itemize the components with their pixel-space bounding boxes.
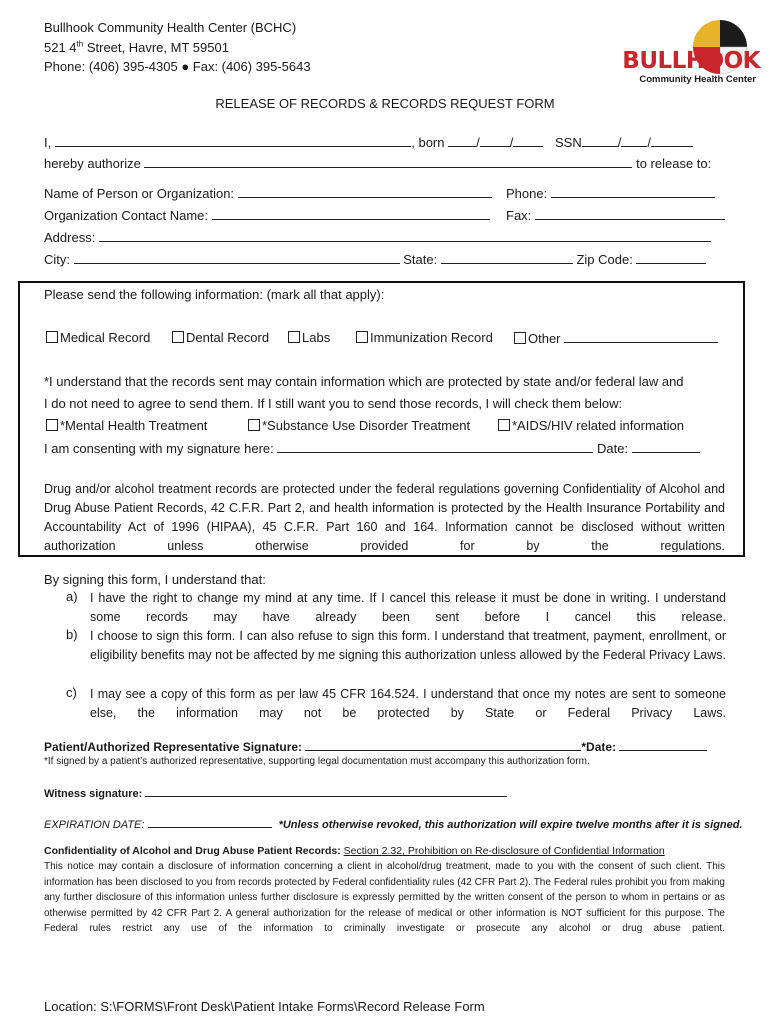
checkbox-immunization[interactable] (356, 331, 368, 343)
recipient-name-line: Name of Person or Organization: (44, 185, 492, 202)
contact-name-field[interactable] (212, 207, 490, 220)
file-location: Location: S:\FORMS\Front Desk\Patient Intake Forms\Record Release Form (44, 999, 485, 1014)
patient-name-field[interactable] (55, 134, 411, 147)
authorized-party-field[interactable] (144, 155, 632, 168)
option-medical[interactable]: Medical Record (46, 330, 150, 346)
option-substance-use[interactable]: *Substance Use Disorder Treatment (248, 418, 470, 434)
clinic-address: 521 4th Street, Havre, MT 59501 (44, 39, 229, 55)
understand-line-1: *I understand that the records sent may contain information which are protected by state and/or federal law and (44, 374, 684, 389)
other-field[interactable] (564, 330, 718, 343)
please-send-text: Please send the following information: (mark all that apply): (44, 287, 385, 302)
consent-line: I am consenting with my signature here: Date: (44, 440, 700, 457)
contact-name-line: Organization Contact Name: (44, 207, 490, 224)
address-field[interactable] (99, 229, 711, 242)
checkbox-aids-hiv[interactable] (498, 419, 510, 431)
city-line: City: State: Zip Code: (44, 251, 706, 268)
checkbox-mental-health[interactable] (46, 419, 58, 431)
state-field[interactable] (441, 251, 573, 264)
recipient-phone-field[interactable] (551, 185, 715, 198)
option-immunization[interactable]: Immunization Record (356, 330, 493, 346)
checkbox-medical[interactable] (46, 331, 58, 343)
option-aids-hiv[interactable]: *AIDS/HIV related information (498, 418, 684, 434)
city-field[interactable] (74, 251, 400, 264)
dob-month-field[interactable] (448, 134, 476, 147)
checkbox-dental[interactable] (172, 331, 184, 343)
checkbox-other[interactable] (514, 332, 526, 344)
ssn-2-field[interactable] (621, 134, 647, 147)
recipient-phone-line: Phone: (506, 185, 715, 202)
recipient-fax-field[interactable] (535, 207, 725, 220)
authorize-line: hereby authorize to release to: (44, 156, 712, 171)
ssn-1-field[interactable] (582, 134, 618, 147)
understand-line-2: I do not need to agree to send them. If I still want you to send those records, I will check them below: (44, 396, 623, 411)
expiration-date-field[interactable] (148, 817, 272, 828)
recipient-name-field[interactable] (238, 185, 492, 198)
logo-subtitle: Community Health Center (639, 74, 756, 85)
bullhook-logo (620, 14, 760, 90)
option-other[interactable]: Other (514, 330, 718, 347)
redisclosure-link: Section 2.32, Prohibition on Re-disclosure of Confidential Information (343, 845, 665, 857)
ssn-3-field[interactable] (651, 134, 693, 147)
checkbox-labs[interactable] (288, 331, 300, 343)
zip-field[interactable] (636, 251, 706, 264)
confidentiality-body: This notice may contain a disclosure of information concerning a client in alcohol/drug treatment, made to you with the consent of such client. This information has been disclosed to you from records protected by Federal confidentiality rules (42 CFR Part 2). The Federal rules prohibit you from making any further disclosure of this information unless further disclosure is expressly permitted by the written consent of the person to whom in pertains or as otherwise permitted by 42 CFR Part 2. A general authorization for the release of medical or other information is NOT sufficient for this purpose. The Federal rules restrict any use of the information to criminally investigate or prosecute any alcohol or drug abuse patient. (44, 861, 725, 935)
signing-intro: By signing this form, I understand that: (44, 572, 266, 587)
recipient-fax-line: Fax: (506, 207, 725, 224)
signature-line: Patient/Authorized Representative Signature: *Date: (44, 738, 707, 755)
drug-alcohol-paragraph: Drug and/or alcohol treatment records are protected under the federal regulations governing Confidentiality of Alcohol and Drug Abuse Patient Records, 42 C.F.R. Part 2, and health information is protected by the Health Insurance Portability and Accountability Act of 1996 (HIPAA), 45 C.F.R. Part 160 and 164. Information cannot be disclosed without written authorization unless otherwise provided for by the regulations. (44, 482, 725, 552)
option-dental[interactable]: Dental Record (172, 330, 269, 346)
patient-signature-field[interactable] (305, 738, 581, 751)
clinic-phone-fax: Phone: (406) 395-4305 ● Fax: (406) 395-5643 (44, 59, 311, 74)
representative-note: *If signed by a patient’s authorized representative, supporting legal documentation must accompany this authorization form. (44, 756, 590, 767)
form-title: RELEASE OF RECORDS & RECORDS REQUEST FORM (215, 96, 555, 111)
dob-year-field[interactable] (513, 134, 543, 147)
option-labs[interactable]: Labs (288, 330, 330, 346)
address-line: Address: (44, 229, 711, 246)
signature-date-field[interactable] (619, 738, 707, 751)
witness-line: Witness signature: (44, 786, 507, 802)
option-mental-health[interactable]: *Mental Health Treatment (46, 418, 207, 434)
confidentiality-heading: Confidentiality of Alcohol and Drug Abuse Patient Records: Section 2.32, Prohibition on Re-disclosure of Confidential Information (44, 845, 665, 857)
logo-wordmark: BULLHOOK (622, 48, 760, 74)
consent-date-field[interactable] (632, 440, 700, 453)
expiration-line: EXPIRATION DATE: *Unless otherwise revoked, this authorization will expire twelve months after it is signed. (44, 819, 743, 831)
patient-line: I, , born / / SSN / / (44, 134, 693, 151)
consent-signature-field[interactable] (277, 440, 593, 453)
witness-signature-field[interactable] (145, 786, 507, 797)
clinic-name: Bullhook Community Health Center (BCHC) (44, 20, 297, 35)
checkbox-substance-use[interactable] (248, 419, 260, 431)
dob-day-field[interactable] (480, 134, 510, 147)
